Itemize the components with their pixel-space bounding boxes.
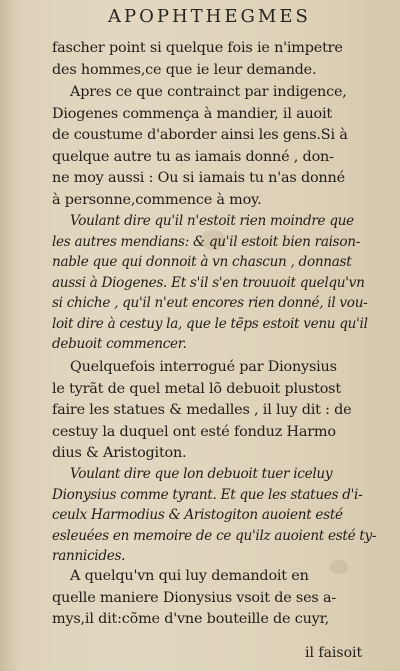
paragraph-diogenes-begging: [52, 82, 374, 211]
text-line: Voulant dire qu'il n'estoit rien moindre que: [70, 213, 354, 229]
text-line: mys,il dit:cõme d'vne bouteille de cuyr,: [52, 611, 330, 627]
text-line: le tyrãt de quel metal lõ debuoit plustost: [52, 380, 341, 397]
text-line: Apres ce que contrainct par indigence,: [70, 84, 347, 100]
text-line: A quelqu'vn qui luy demandoit en: [70, 568, 309, 584]
text-line: nable que qui donnoit à vn chascun , donnast: [52, 254, 352, 270]
text-line: loit dire à cestuy la, que le tẽps estoit venu qu'il: [52, 315, 368, 332]
catchword: il faisoit: [305, 645, 363, 661]
text-line: rannicides.: [52, 548, 126, 564]
commentary-dionysius: [52, 464, 377, 567]
running-head: APOPHTHEGMES: [108, 6, 311, 27]
paragraph-continuation: [52, 38, 374, 81]
text-line: à personne,commence à moy.: [52, 191, 262, 208]
text-line: de coustume d'aborder ainsi les gens.Si à: [52, 127, 348, 143]
text-line: aussi à Diogenes. Et s'il s'en trouuoit quelqu'vn: [52, 274, 365, 291]
paragraph-dionysius-statues: [52, 357, 374, 465]
commentary-diogenes: [52, 211, 374, 355]
text-line: debuoit commencer.: [52, 336, 187, 352]
text-line: ne moy aussi : Ou si iamais tu n'as donné: [52, 170, 345, 186]
paragraph-friends-bottle: [52, 566, 374, 631]
text-line: esleuées en memoire de ce qu'ilz auoient esté ty-: [52, 527, 377, 544]
text-line: ceulx Harmodius & Aristogiton auoient esté: [52, 507, 343, 523]
text-line: Dionysius comme tyrant. Et que les statues d'i-: [52, 486, 363, 503]
text-line: si chiche , qu'il n'eut encores rien donné, il vou-: [52, 295, 368, 311]
text-line: fascher point si quelque fois ie n'impetre: [52, 40, 343, 56]
text-line: quelque autre tu as iamais donné , don-: [52, 148, 334, 165]
text-line: des hommes,ce que ie leur demande.: [52, 61, 317, 78]
text-line: quelle maniere Dionysius vsoit de ses a-: [52, 589, 337, 606]
text-line: Voulant dire que lon debuoit tuer iceluy: [70, 466, 333, 482]
text-line: faire les statues & medalles , il luy dit : de: [52, 402, 352, 418]
text-line: dius & Aristogiton.: [52, 445, 187, 461]
text-line: Diogenes commença à mandier, il auoit: [52, 105, 332, 122]
text-line: Quelquefois interrogué par Dionysius: [70, 359, 337, 375]
text-line: cestuy la duquel ont esté fonduz Harmo: [52, 423, 336, 440]
text-line: les autres mendians: & qu'il estoit bien raison-: [52, 233, 360, 250]
